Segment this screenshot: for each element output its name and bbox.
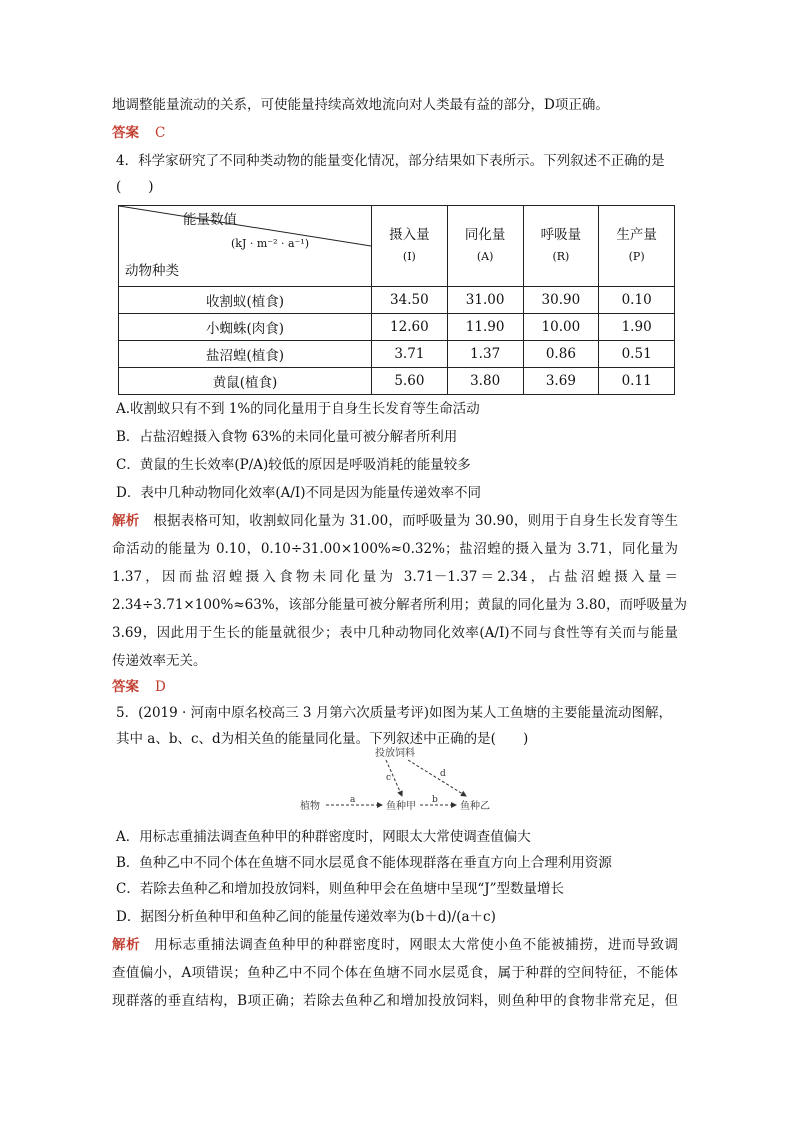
table-row (119, 287, 675, 314)
q5-stem-1: 5．(2019 · 河南中原名校高三 3 月第六次质量考评)如图为某人工鱼塘的主要能量流动图解， (116, 705, 673, 721)
q5-analysis-line-1 (112, 935, 678, 955)
header-name: 呼吸量 (540, 227, 582, 243)
q5-analysis-line-3: 现群落的垂直结构，B项正确；若除去鱼种乙和增加投放饲料，则鱼种甲的食物非常充足，但 (112, 993, 678, 1009)
animal-cell: 小蜘蛛(肉食) (119, 314, 372, 341)
table-corner-cell (119, 206, 372, 287)
header-sym: (A) (476, 250, 494, 263)
value-cell: 3.71 (372, 341, 448, 368)
corner-top-label: 能量数值 (183, 212, 237, 228)
header-name: 生产量 (616, 227, 657, 243)
intro-line: 地调整能量流动的关系，可使能量持续高效地流向对人类最有益的部分，D项正确。 (112, 97, 609, 113)
animal-cell: 收割蚁(植食) (119, 287, 372, 314)
energy-table (118, 205, 675, 395)
label-d: d (440, 769, 446, 779)
header-assimilation (447, 206, 523, 287)
q4-option-b: B．占盐沼蝗摄入食物 63%的未同化量可被分解者所利用 (116, 429, 458, 445)
value-cell: 34.50 (372, 287, 448, 314)
answer-value: C (155, 125, 166, 141)
header-production (599, 206, 675, 287)
value-cell: 0.86 (523, 341, 599, 368)
animal-cell: 黄鼠(植食) (119, 368, 372, 395)
analysis-label: 解析 (112, 513, 140, 529)
header-name: 摄入量 (389, 227, 430, 243)
node-fish-b: 鱼种乙 (460, 801, 490, 812)
q5-option-b: B．鱼种乙中不同个体在鱼塘不同水层觅食不能体现群落在垂直方向上合理利用资源 (116, 855, 612, 871)
q4-option-d: D．表中几种动物同化效率(A/I)不同是因为能量传递效率不同 (116, 485, 481, 501)
analysis-text: 用标志重捕法调查鱼种甲的种群密度时，网眼太大常使小鱼不能被捕捞，进而导致调 (154, 937, 679, 953)
answer-label: 答案 (112, 679, 139, 695)
value-cell: 0.11 (599, 368, 675, 395)
q4-stem-2: ( ) (116, 179, 154, 195)
table-row (119, 341, 675, 368)
header-respiration (523, 206, 599, 287)
header-sym: (R) (552, 250, 570, 263)
value-cell: 10.00 (523, 314, 599, 341)
q4-analysis-line-4: 2.34÷3.71×100%≈63%，该部分能量可被分解者所利用；黄鼠的同化量为 3.80，而呼吸量为 (112, 597, 688, 613)
q4-analysis-line-6: 传递效率无关。 (112, 653, 207, 669)
energy-flow-diagram (300, 742, 500, 818)
label-a: a (350, 795, 356, 805)
header-name: 同化量 (464, 227, 506, 243)
animal-cell: 盐沼蝗(植食) (119, 341, 372, 368)
q5-analysis-line-2: 查值偏小，A项错误；鱼种乙中不同个体在鱼塘不同水层觅食，属于种群的空间特征，不能体 (112, 965, 678, 981)
value-cell: 11.90 (447, 314, 523, 341)
header-sym: (P) (628, 250, 645, 263)
value-cell: 5.60 (372, 368, 448, 395)
q4-option-c: C．黄鼠的生长效率(P/A)较低的原因是呼吸消耗的能量较多 (116, 457, 471, 473)
corner-bottom-label: 动物种类 (125, 263, 179, 279)
analysis-label: 解析 (112, 937, 141, 953)
value-cell: 1.90 (599, 314, 675, 341)
label-c: c (386, 773, 392, 783)
node-feed: 投放饲料 (375, 748, 415, 759)
value-cell: 12.60 (372, 314, 448, 341)
value-cell: 0.10 (599, 287, 675, 314)
q4-analysis-line-5: 3.69，因此用于生长的能量就很少；表中几种动物同化效率(A/I)不同与食性等有关而与能量 (112, 625, 678, 641)
corner-unit-label: (kJ · m⁻² · a⁻¹) (231, 237, 310, 250)
value-cell: 3.69 (523, 368, 599, 395)
q5-stem-2: 其中 a、b、c、d为相关鱼的能量同化量。下列叙述中正确的是( ) (116, 731, 529, 747)
prev-answer (112, 123, 165, 143)
node-fish-a: 鱼种甲 (386, 801, 416, 812)
q4-stem-1: 4．科学家研究了不同种类动物的能量变化情况，部分结果如下表所示。下列叙述不正确的是 (116, 153, 665, 169)
header-intake (372, 206, 448, 287)
analysis-text: 根据表格可知，收割蚁同化量为 31.00，而呼吸量为 30.90，则用于自身生长发育等生 (153, 513, 678, 529)
value-cell: 1.37 (447, 341, 523, 368)
header-sym: (I) (402, 250, 416, 263)
node-plant: 植物 (300, 801, 320, 812)
value-cell: 31.00 (447, 287, 523, 314)
table-row (119, 314, 675, 341)
q4-analysis-line-1 (112, 511, 678, 531)
value-cell: 0.51 (599, 341, 675, 368)
q4-analysis-line-3: 1.37，因而盐沼蝗摄入食物未同化量为 3.71－1.37＝2.34，占盐沼蝗摄入量＝ (112, 569, 678, 585)
q4-answer (112, 677, 166, 697)
answer-value: D (155, 679, 166, 695)
q4-option-a: A.收割蚁只有不到 1%的同化量用于自身生长发育等生命活动 (116, 401, 480, 417)
q5-option-c: C．若除去鱼种乙和增加投放饲料，则鱼种甲会在鱼塘中呈现“J”型数量增长 (116, 881, 565, 897)
arrow-d (408, 760, 466, 796)
answer-label: 答案 (112, 125, 139, 141)
label-b: b (432, 795, 438, 805)
table-row (119, 368, 675, 395)
value-cell: 3.80 (447, 368, 523, 395)
q5-option-d: D．据图分析鱼种甲和鱼种乙间的能量传递效率为(b＋d)/(a＋c) (116, 909, 496, 925)
q4-analysis-line-2: 命活动的能量为 0.10，0.10÷31.00×100%≈0.32%；盐沼蝗的摄入量为 3.71，同化量为 (112, 541, 678, 557)
value-cell: 30.90 (523, 287, 599, 314)
q5-option-a: A．用标志重捕法调查鱼种甲的种群密度时，网眼太大常使调查值偏大 (116, 829, 531, 845)
